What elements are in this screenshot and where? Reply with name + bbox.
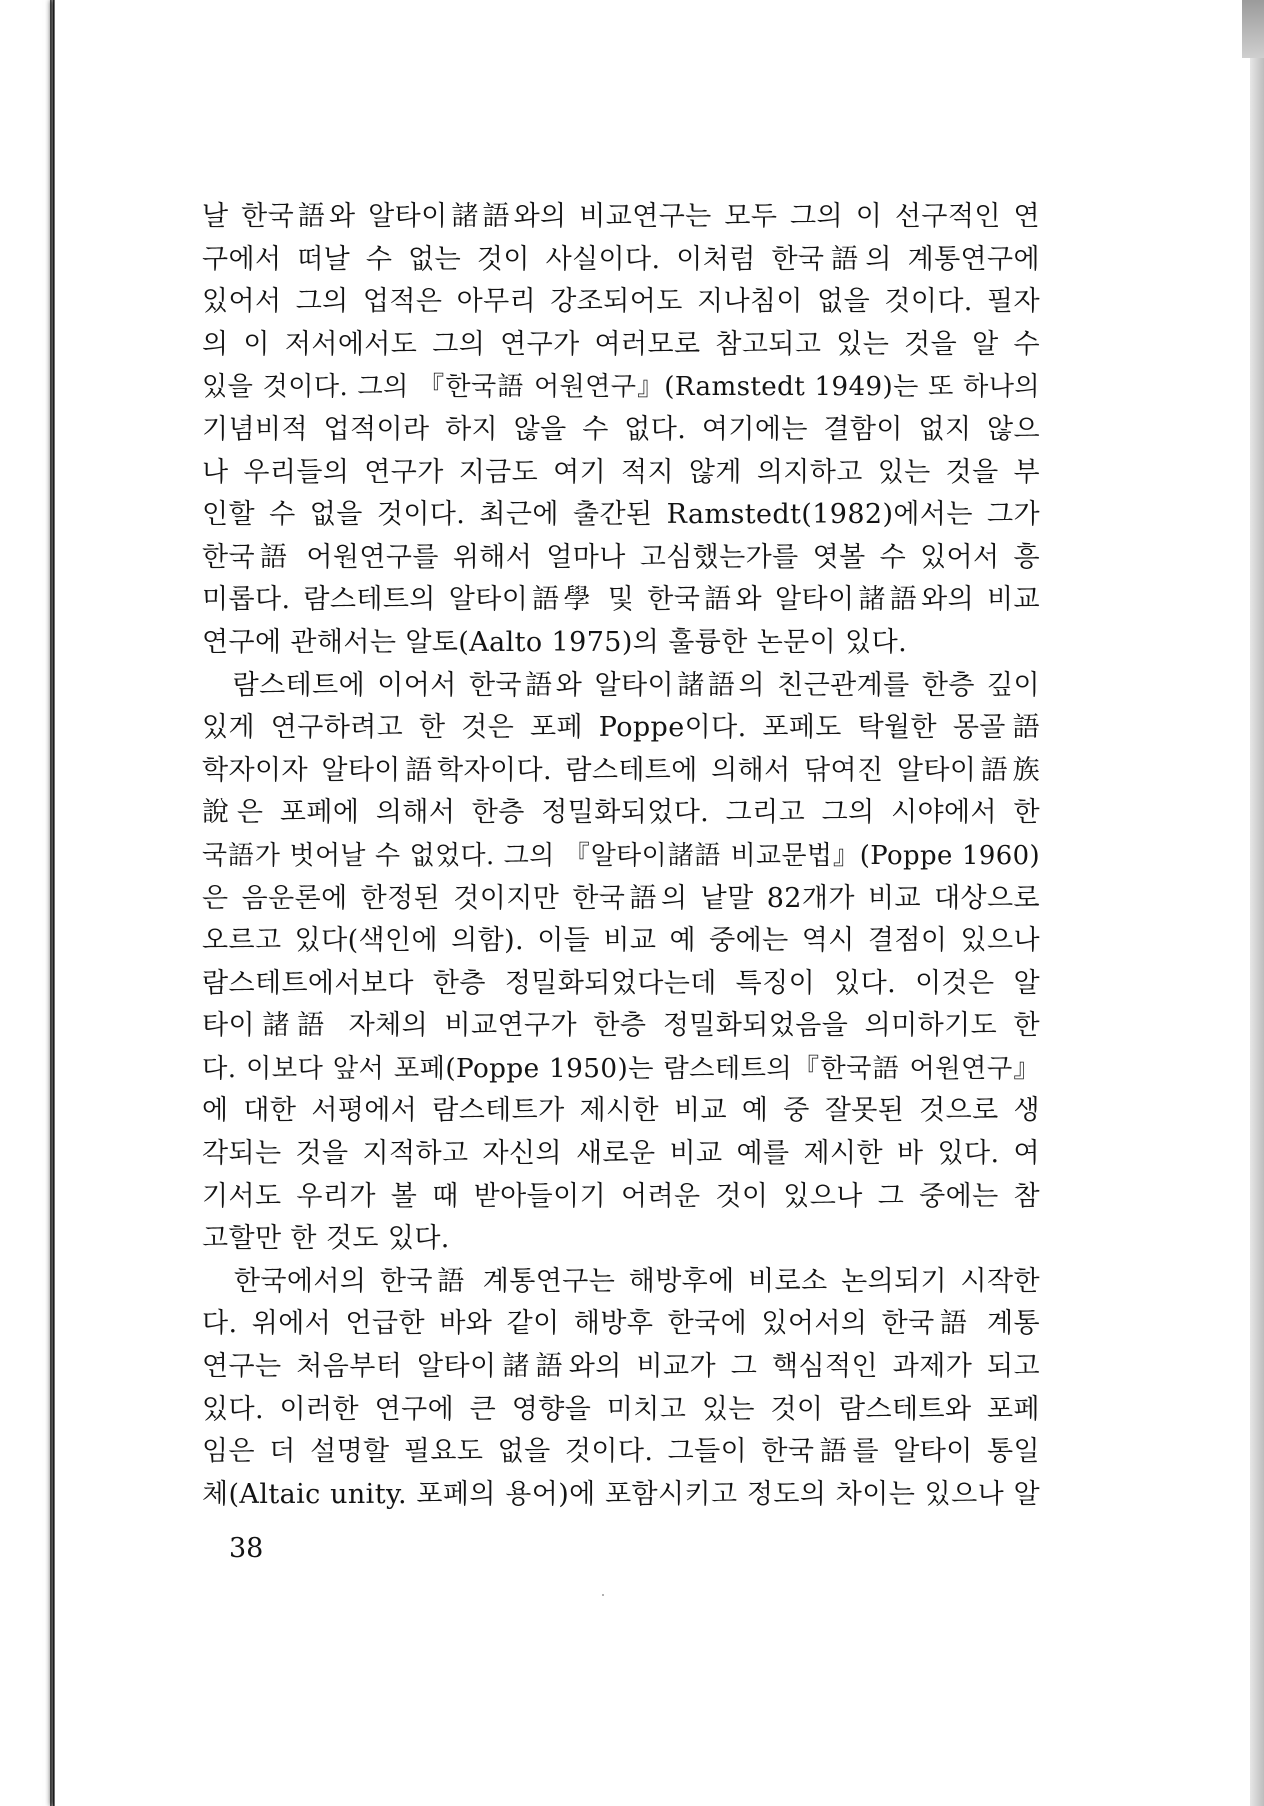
text-line: 은 음운론에 한정된 것이지만 한국語의 낱말 82개가 비교 대상으로 (202, 882, 1040, 914)
text-line: 의 이 저서에서도 그의 연구가 여러모로 참고되고 있는 것을 알 수 (202, 328, 1040, 360)
text-line: 미롭다. 람스테트의 알타이語學 및 한국語와 알타이諸語와의 비교 (202, 584, 1040, 616)
text-line: 람스테트에서보다 한층 정밀화되었다는데 특징이 있다. 이것은 알 (202, 967, 1040, 999)
text-line: 說은 포페에 의해서 한층 정밀화되었다. 그리고 그의 시야에서 한 (202, 797, 1040, 829)
text-line: 한국語 어원연구를 위해서 얼마나 고심했는가를 엿볼 수 있어서 흥 (202, 541, 1040, 573)
page-corner (1242, 0, 1264, 58)
text-line: 한국에서의 한국語 계통연구는 해방후에 비로소 논의되기 시작한 (202, 1265, 1040, 1297)
page-edge (1250, 0, 1264, 1806)
text-line: 에 대한 서평에서 람스테트가 제시한 비교 예 중 잘못된 것으로 생 (202, 1095, 1040, 1127)
body-text (202, 196, 1040, 1516)
text-line: 다. 위에서 언급한 바와 같이 해방후 한국에 있어서의 한국語 계통 (202, 1308, 1040, 1340)
page-number: 38 (229, 1533, 264, 1564)
text-line: 나 우리들의 연구가 지금도 여기 적지 않게 의지하고 있는 것을 부 (202, 456, 1040, 488)
text-line: 있어서 그의 업적은 아무리 강조되어도 지나침이 없을 것이다. 필자 (202, 286, 1040, 318)
text-line: 임은 더 설명할 필요도 없을 것이다. 그들이 한국語를 알타이 통일 (202, 1436, 1040, 1468)
text-line: 있을 것이다. 그의 『한국語 어원연구』(Ramstedt 1949)는 또 하나의 (202, 372, 1040, 403)
text-line: 고할만 한 것도 있다. (202, 1223, 450, 1255)
text-line: 있다. 이러한 연구에 큰 영향을 미치고 있는 것이 람스테트와 포페 (202, 1393, 1040, 1425)
text-line: 국語가 벗어날 수 없었다. 그의 『알타이諸語 비교문법』(Poppe 1960) (202, 840, 1040, 871)
text-line: 날 한국語와 알타이諸語와의 비교연구는 모두 그의 이 선구적인 연 (202, 201, 1040, 232)
text-line: 각되는 것을 지적하고 자신의 새로운 비교 예를 제시한 바 있다. 여 (202, 1138, 1040, 1170)
text-line: 기념비적 업적이라 하지 않을 수 없다. 여기에는 결함이 없지 않으 (202, 413, 1040, 445)
text-line: 연구는 처음부터 알타이諸語와의 비교가 그 핵심적인 과제가 되고 (202, 1351, 1040, 1383)
text-line: 기서도 우리가 볼 때 받아들이기 어려운 것이 있으나 그 중에는 참 (202, 1180, 1040, 1212)
scan-speck (602, 1594, 604, 1596)
text-line: 체(Altaic unity. 포페의 용어)에 포함시키고 정도의 차이는 있으나 알 (202, 1478, 1040, 1510)
text-line: 있게 연구하려고 한 것은 포페 Poppe이다. 포페도 탁월한 몽골語 (202, 712, 1040, 744)
text-line: 타이諸語 자체의 비교연구가 한층 정밀화되었음을 의미하기도 한 (202, 1010, 1040, 1042)
text-line: 구에서 떠날 수 없는 것이 사실이다. 이처럼 한국語의 계통연구에 (202, 243, 1040, 275)
text-line: 오르고 있다(색인에 의함). 이들 비교 예 중에는 역시 결점이 있으나 (202, 925, 1040, 957)
text-line: 다. 이보다 앞서 포페(Poppe 1950)는 람스테트의『한국語 어원연구』 (202, 1053, 1040, 1084)
text-line: 학자이자 알타이語학자이다. 람스테트에 의해서 닦여진 알타이語族 (202, 754, 1040, 786)
text-line: 람스테트에 이어서 한국語와 알타이諸語의 친근관계를 한층 깊이 (202, 669, 1040, 701)
text-line: 인할 수 없을 것이다. 최근에 출간된 Ramstedt(1982)에서는 그가 (202, 499, 1040, 531)
text-line: 연구에 관해서는 알토(Aalto 1975)의 훌륭한 논문이 있다. (202, 626, 908, 658)
